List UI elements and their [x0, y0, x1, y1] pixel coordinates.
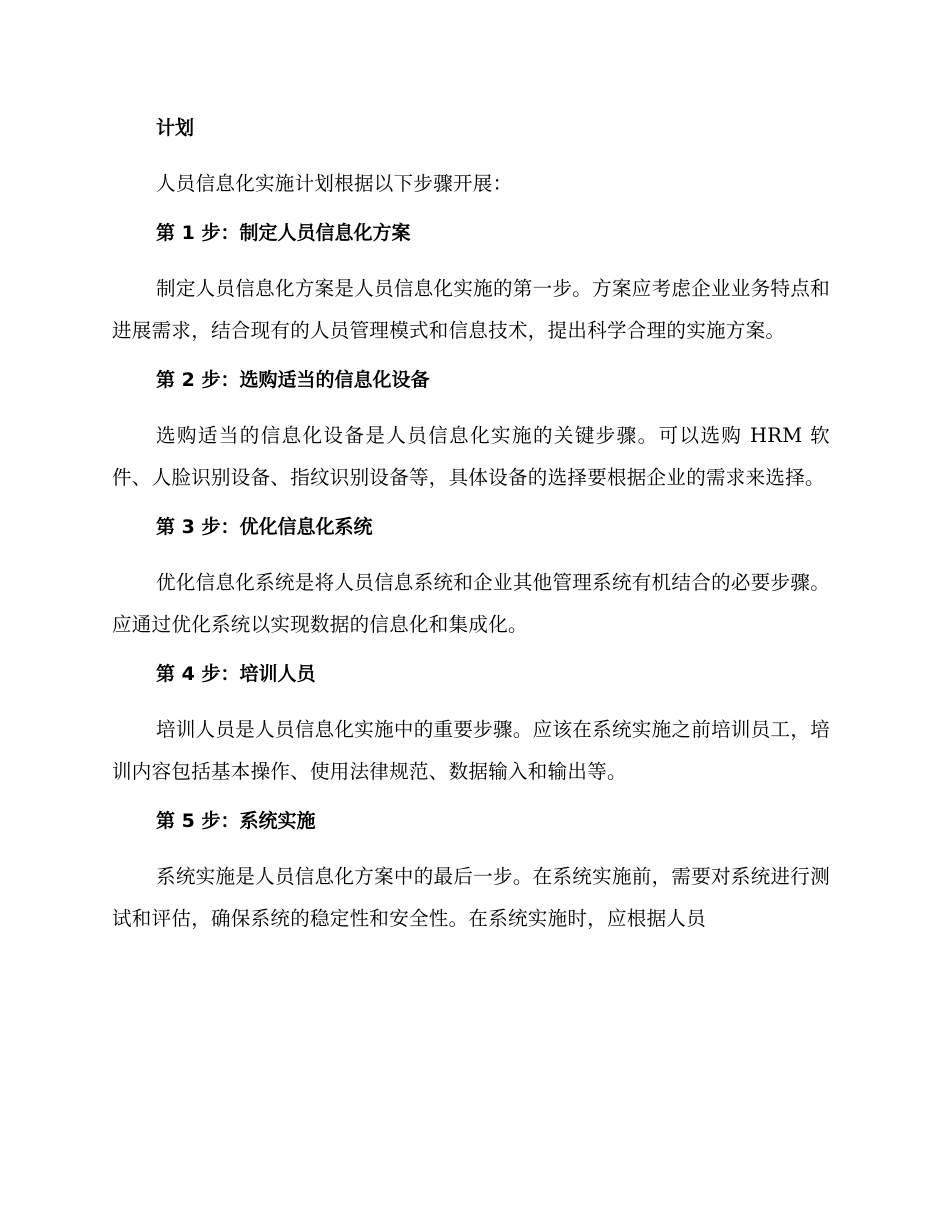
step-5-paragraph: 系统实施是人员信息化方案中的最后一步。在系统实施前，需要对系统进行测试和评估，确保系统的稳定性和安全性。在系统实施时，应根据人员 — [112, 865, 830, 930]
document-body — [112, 111, 830, 951]
step-2-heading: 第 2 步：选购适当的信息化设备 — [156, 369, 430, 391]
step-2-paragraph: 选购适当的信息化设备是人员信息化实施的关键步骤。可以选购 HRM 软件、人脸识别设备、指纹识别设备等，具体设备的选择要根据企业的需求来选择。 — [112, 424, 830, 489]
step-3-paragraph: 优化信息化系统是将人员信息系统和企业其他管理系统有机结合的必要步骤。应通过优化系统以实现数据的信息化和集成化。 — [112, 571, 830, 636]
intro-paragraph: 人员信息化实施计划根据以下步骤开展： — [156, 172, 513, 195]
step-3-heading: 第 3 步：优化信息化系统 — [156, 516, 373, 538]
step-1-heading: 第 1 步：制定人员信息化方案 — [156, 222, 411, 244]
step-4-paragraph: 培训人员是人员信息化实施中的重要步骤。应该在系统实施之前培训员工，培训内容包括基本操作、使用法律规范、数据输入和输出等。 — [112, 718, 830, 783]
step-5-heading: 第 5 步：系统实施 — [156, 810, 316, 832]
section-title: 计划 — [156, 117, 195, 139]
step-4-heading: 第 4 步：培训人员 — [156, 663, 316, 685]
step-1-paragraph: 制定人员信息化方案是人员信息化实施的第一步。方案应考虑企业业务特点和进展需求，结合现有的人员管理模式和信息技术，提出科学合理的实施方案。 — [112, 277, 830, 342]
